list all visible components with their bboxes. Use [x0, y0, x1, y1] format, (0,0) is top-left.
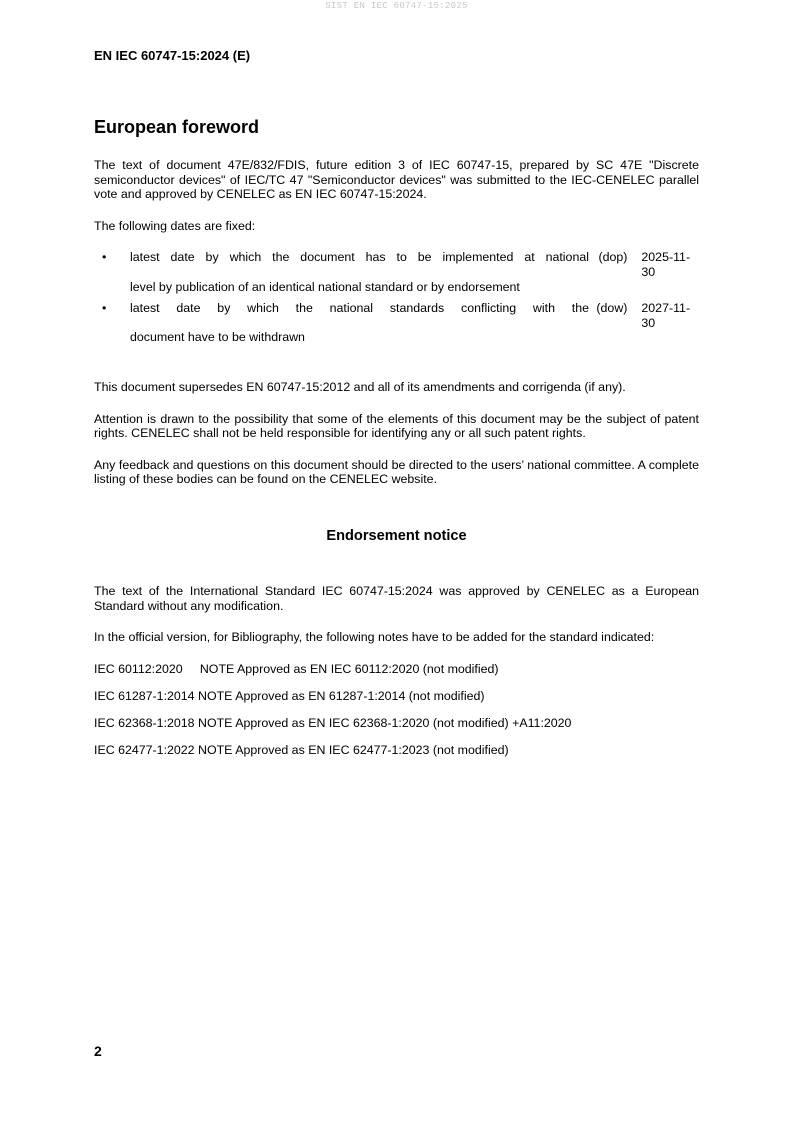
bullet-date: 2027-11-30	[641, 301, 691, 330]
page-content	[94, 116, 699, 758]
endorsement-title: Endorsement notice	[326, 527, 467, 544]
foreword-paragraph: The text of document 47E/832/FDIS, future edition 3 of IEC 60747-15, prepared by SC 47E "Discrete semiconductor devices" of IEC/TC 47 "Semiconductor devices" was submitted to the IEC-CENELEC parallel vote and approved by CENELEC as EN IEC 60747-15:2024.	[94, 158, 699, 202]
bullet-abbr: (dop)	[598, 250, 628, 265]
bullet-icon: •	[102, 250, 107, 265]
bullet-text: latest date by which the national standards conflicting with the	[130, 301, 589, 316]
bullet-icon: •	[102, 301, 107, 316]
supersedes-paragraph: This document supersedes EN 60747-15:2012 and all of its amendments and corrigenda (if any).	[94, 379, 626, 394]
endorsement-paragraph: The text of the International Standard IEC 60747-15:2024 was approved by CENELEC as a European Standard without any modification.	[94, 583, 699, 613]
watermark: SIST EN IEC 60747-15:2025	[325, 1, 468, 11]
bullet-date: 2025-11-30	[641, 250, 691, 279]
bibliography-notes	[94, 662, 699, 758]
bullet-text-continued: level by publication of an identical national standard or by endorsement	[130, 279, 520, 294]
list-item	[94, 301, 699, 345]
dates-list	[94, 250, 699, 345]
bullet-text-continued: document have to be withdrawn	[130, 330, 305, 345]
page-number: 2	[94, 1043, 102, 1059]
bullet-abbr: (dow)	[596, 301, 628, 316]
dates-intro: The following dates are fixed:	[94, 218, 256, 233]
bibliography-note: IEC 62368-1:2018 NOTE Approved as EN IEC 62368-1:2020 (not modified) +A11:2020	[94, 715, 572, 730]
bibliography-note: IEC 62477-1:2022 NOTE Approved as EN IEC 62477-1:2023 (not modified)	[94, 742, 509, 757]
bullet-text: latest date by which the document has to be implemented at national	[130, 250, 589, 265]
patent-paragraph: Attention is drawn to the possibility that some of the elements of this document may be the subject of patent rights. CENELEC shall not be held responsible for identifying any or all such patent rights.	[94, 411, 699, 441]
feedback-paragraph: Any feedback and questions on this document should be directed to the users’ national committee. A complete listing of these bodies can be found on the CENELEC website.	[94, 457, 699, 487]
list-item	[94, 250, 699, 294]
bibliography-note: IEC 61287-1:2014 NOTE Approved as EN 61287-1:2014 (not modified)	[94, 688, 485, 703]
bibliography-note: IEC 60112:2020 NOTE Approved as EN IEC 60112:2020 (not modified)	[94, 661, 499, 676]
document-id-header: EN IEC 60747-15:2024 (E)	[94, 48, 251, 63]
foreword-title: European foreword	[94, 117, 260, 137]
bibliography-intro: In the official version, for Bibliography, the following notes have to be added for the standard indicated:	[94, 630, 655, 645]
